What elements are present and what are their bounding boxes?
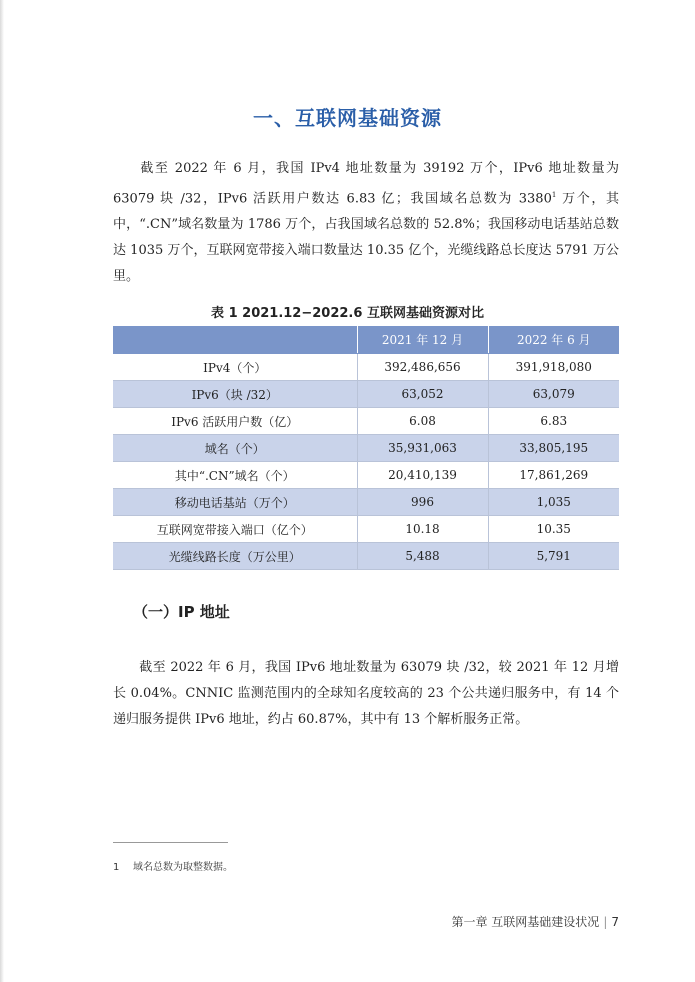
footnote <box>113 858 233 873</box>
footnote-reference[interactable]: 1 <box>551 191 557 199</box>
table-row <box>113 435 619 462</box>
value-2022: 1,035 <box>488 489 619 516</box>
row-label: IPv4（个） <box>113 354 357 381</box>
value-2022: 6.83 <box>488 408 619 435</box>
value-2021: 35,931,063 <box>357 435 488 462</box>
ip-address-text: 截至 2022 年 6 月，我国 IPv6 地址数量为 63079 块 /32，较 2021 年 12 月增长 0.04%。CNNIC 监测范围内的全球知名度较高的 23 个公共递归服务中，有 14 个递归服务提供 IPv6 地址，约占 60.87%，其中有 13 个解析服务正常。 <box>113 660 619 727</box>
page-edge-shadow <box>0 0 4 982</box>
value-2022: 10.35 <box>488 516 619 543</box>
table-caption: 表 1 2021.12−2022.6 互联网基础资源对比 <box>211 306 484 321</box>
value-2021: 10.18 <box>357 516 488 543</box>
table-row <box>113 462 619 489</box>
value-2021: 6.08 <box>357 408 488 435</box>
row-label: 其中“.CN”域名（个） <box>113 462 357 489</box>
footer-chapter-title: 第一章 互联网基础建设状况 <box>451 915 600 929</box>
table-row <box>113 381 619 408</box>
header-cell-label <box>113 326 357 354</box>
intro-paragraph <box>113 156 619 290</box>
value-2021: 20,410,139 <box>357 462 488 489</box>
intro-text-part1: 截至 2022 年 6 月，我国 IPv4 地址数量为 39192 万个，IPv6 地址数量为 63079 块 /32，IPv6 活跃用户数达 6.83 亿；我国域名总数为 3380 <box>113 161 619 207</box>
row-label: 互联网宽带接入端口（亿个） <box>113 516 357 543</box>
running-footer <box>451 913 619 930</box>
footnote-text: 域名总数为取整数据。 <box>133 862 233 873</box>
table-header-row <box>113 326 619 354</box>
row-label: 移动电话基站（万个） <box>113 489 357 516</box>
value-2022: 33,805,195 <box>488 435 619 462</box>
value-2021: 5,488 <box>357 543 488 570</box>
intro-text-part2: 万个，其中，“.CN”域名数量为 1786 万个，占我国域名总数的 52.8%；我国移动电话基站总数达 1035 万个，互联网宽带接入端口数量达 10.35 亿个，光缆线路总长度达 5791 万公里。 <box>113 191 619 285</box>
value-2021: 63,052 <box>357 381 488 408</box>
ip-address-paragraph <box>113 655 619 733</box>
row-label: 光缆线路长度（万公里） <box>113 543 357 570</box>
page-number: 7 <box>611 915 619 929</box>
row-label: 域名（个） <box>113 435 357 462</box>
value-2022: 17,861,269 <box>488 462 619 489</box>
resource-comparison-table <box>113 326 619 570</box>
row-label: IPv6（块 /32） <box>113 381 357 408</box>
table-row <box>113 543 619 570</box>
row-label: IPv6 活跃用户数（亿） <box>113 408 357 435</box>
header-cell-2021: 2021 年 12 月 <box>357 326 488 354</box>
value-2021: 996 <box>357 489 488 516</box>
table-row <box>113 489 619 516</box>
value-2022: 391,918,080 <box>488 354 619 381</box>
table-row <box>113 408 619 435</box>
header-cell-2022: 2022 年 6 月 <box>488 326 619 354</box>
section-title-ip-address: （一）IP 地址 <box>133 603 230 621</box>
chapter-title: 一、互联网基础资源 <box>253 106 442 130</box>
footnote-divider <box>113 842 228 843</box>
value-2022: 63,079 <box>488 381 619 408</box>
value-2021: 392,486,656 <box>357 354 488 381</box>
footer-separator: | <box>603 915 608 929</box>
table-row <box>113 354 619 381</box>
value-2022: 5,791 <box>488 543 619 570</box>
footnote-number: 1 <box>113 862 120 873</box>
table-row <box>113 516 619 543</box>
